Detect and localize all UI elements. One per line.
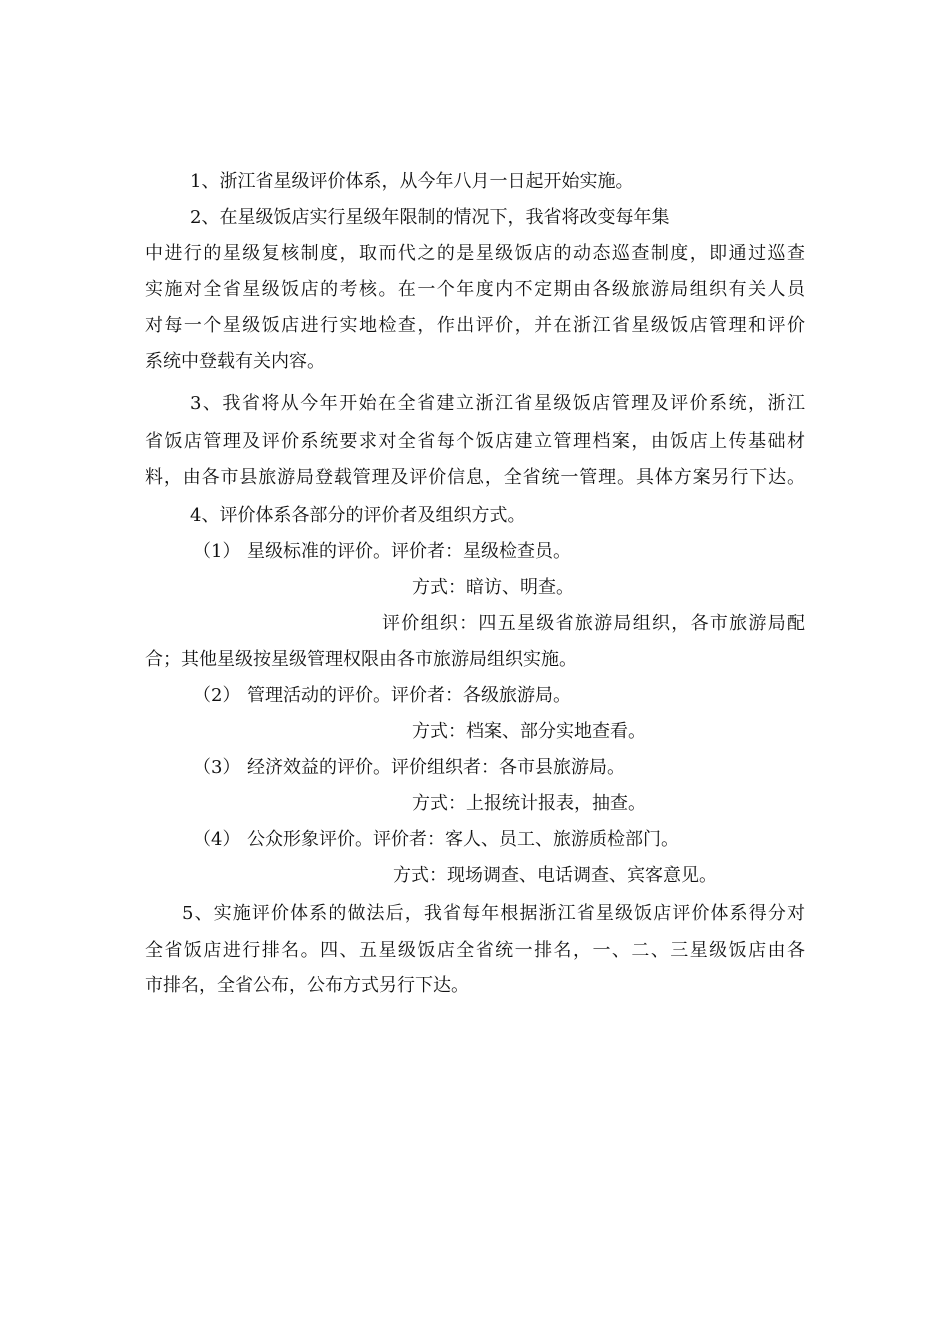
item-5-line-2: 全省饭店进行排名。四、五星级饭店全省统一排名，一、二、三星级饭店由各 — [145, 940, 805, 961]
sub-1-org-line-2: 合；其他星级按星级管理权限由各市旅游局组织实施。 — [145, 649, 577, 670]
item-3-line-1: 3、我省将从今年开始在全省建立浙江省星级饭店管理及评价系统，浙江 — [190, 393, 805, 414]
sub-4-method: 方式：现场调查、电话调查、宾客意见。 — [393, 865, 717, 886]
sub-1-org-line-1: 评价组织：四五星级省旅游局组织，各市旅游局配 — [382, 613, 805, 634]
item-5-line-1: 5、实施评价体系的做法后，我省每年根据浙江省星级饭店评价体系得分对 — [182, 903, 805, 924]
sub-3-text: 经济效益的评价。评价组织者：各市县旅游局。 — [247, 757, 625, 778]
item-2-line-4: 对每一个星级饭店进行实地检查，作出评价，并在浙江省星级饭店管理和评价 — [145, 315, 805, 336]
sub-2-method: 方式：档案、部分实地查看。 — [412, 721, 646, 742]
sub-2-text: 管理活动的评价。评价者：各级旅游局。 — [247, 685, 571, 706]
sub-2-number: （2） — [193, 685, 241, 706]
item-2-line-3: 实施对全省星级饭店的考核。在一个年度内不定期由各级旅游局组织有关人员 — [145, 279, 805, 300]
item-1-text: 1、浙江省星级评价体系，从今年八月一日起开始实施。 — [190, 171, 634, 192]
sub-3-number: （3） — [193, 757, 241, 778]
sub-1-method: 方式：暗访、明查。 — [412, 577, 574, 598]
item-2-line-1: 2、在星级饭店实行星级年限制的情况下，我省将改变每年集 — [190, 207, 670, 228]
sub-4-number: （4） — [193, 829, 241, 850]
item-2-line-5: 系统中登载有关内容。 — [145, 351, 325, 372]
item-3-line-3: 料，由各市县旅游局登载管理及评价信息，全省统一管理。具体方案另行下达。 — [145, 467, 805, 488]
sub-1-text: 星级标准的评价。评价者：星级检查员。 — [247, 541, 571, 562]
sub-1-number: （1） — [193, 541, 241, 562]
item-5-line-3: 市排名，全省公布，公布方式另行下达。 — [145, 975, 469, 996]
item-4-heading: 4、评价体系各部分的评价者及组织方式。 — [190, 505, 526, 526]
sub-3-method: 方式：上报统计报表，抽查。 — [412, 793, 646, 814]
item-2-line-2: 中进行的星级复核制度，取而代之的是星级饭店的动态巡查制度，即通过巡查 — [145, 243, 805, 264]
item-3-line-2: 省饭店管理及评价系统要求对全省每个饭店建立管理档案，由饭店上传基础材 — [145, 431, 805, 452]
sub-4-text: 公众形象评价。评价者：客人、员工、旅游质检部门。 — [247, 829, 679, 850]
